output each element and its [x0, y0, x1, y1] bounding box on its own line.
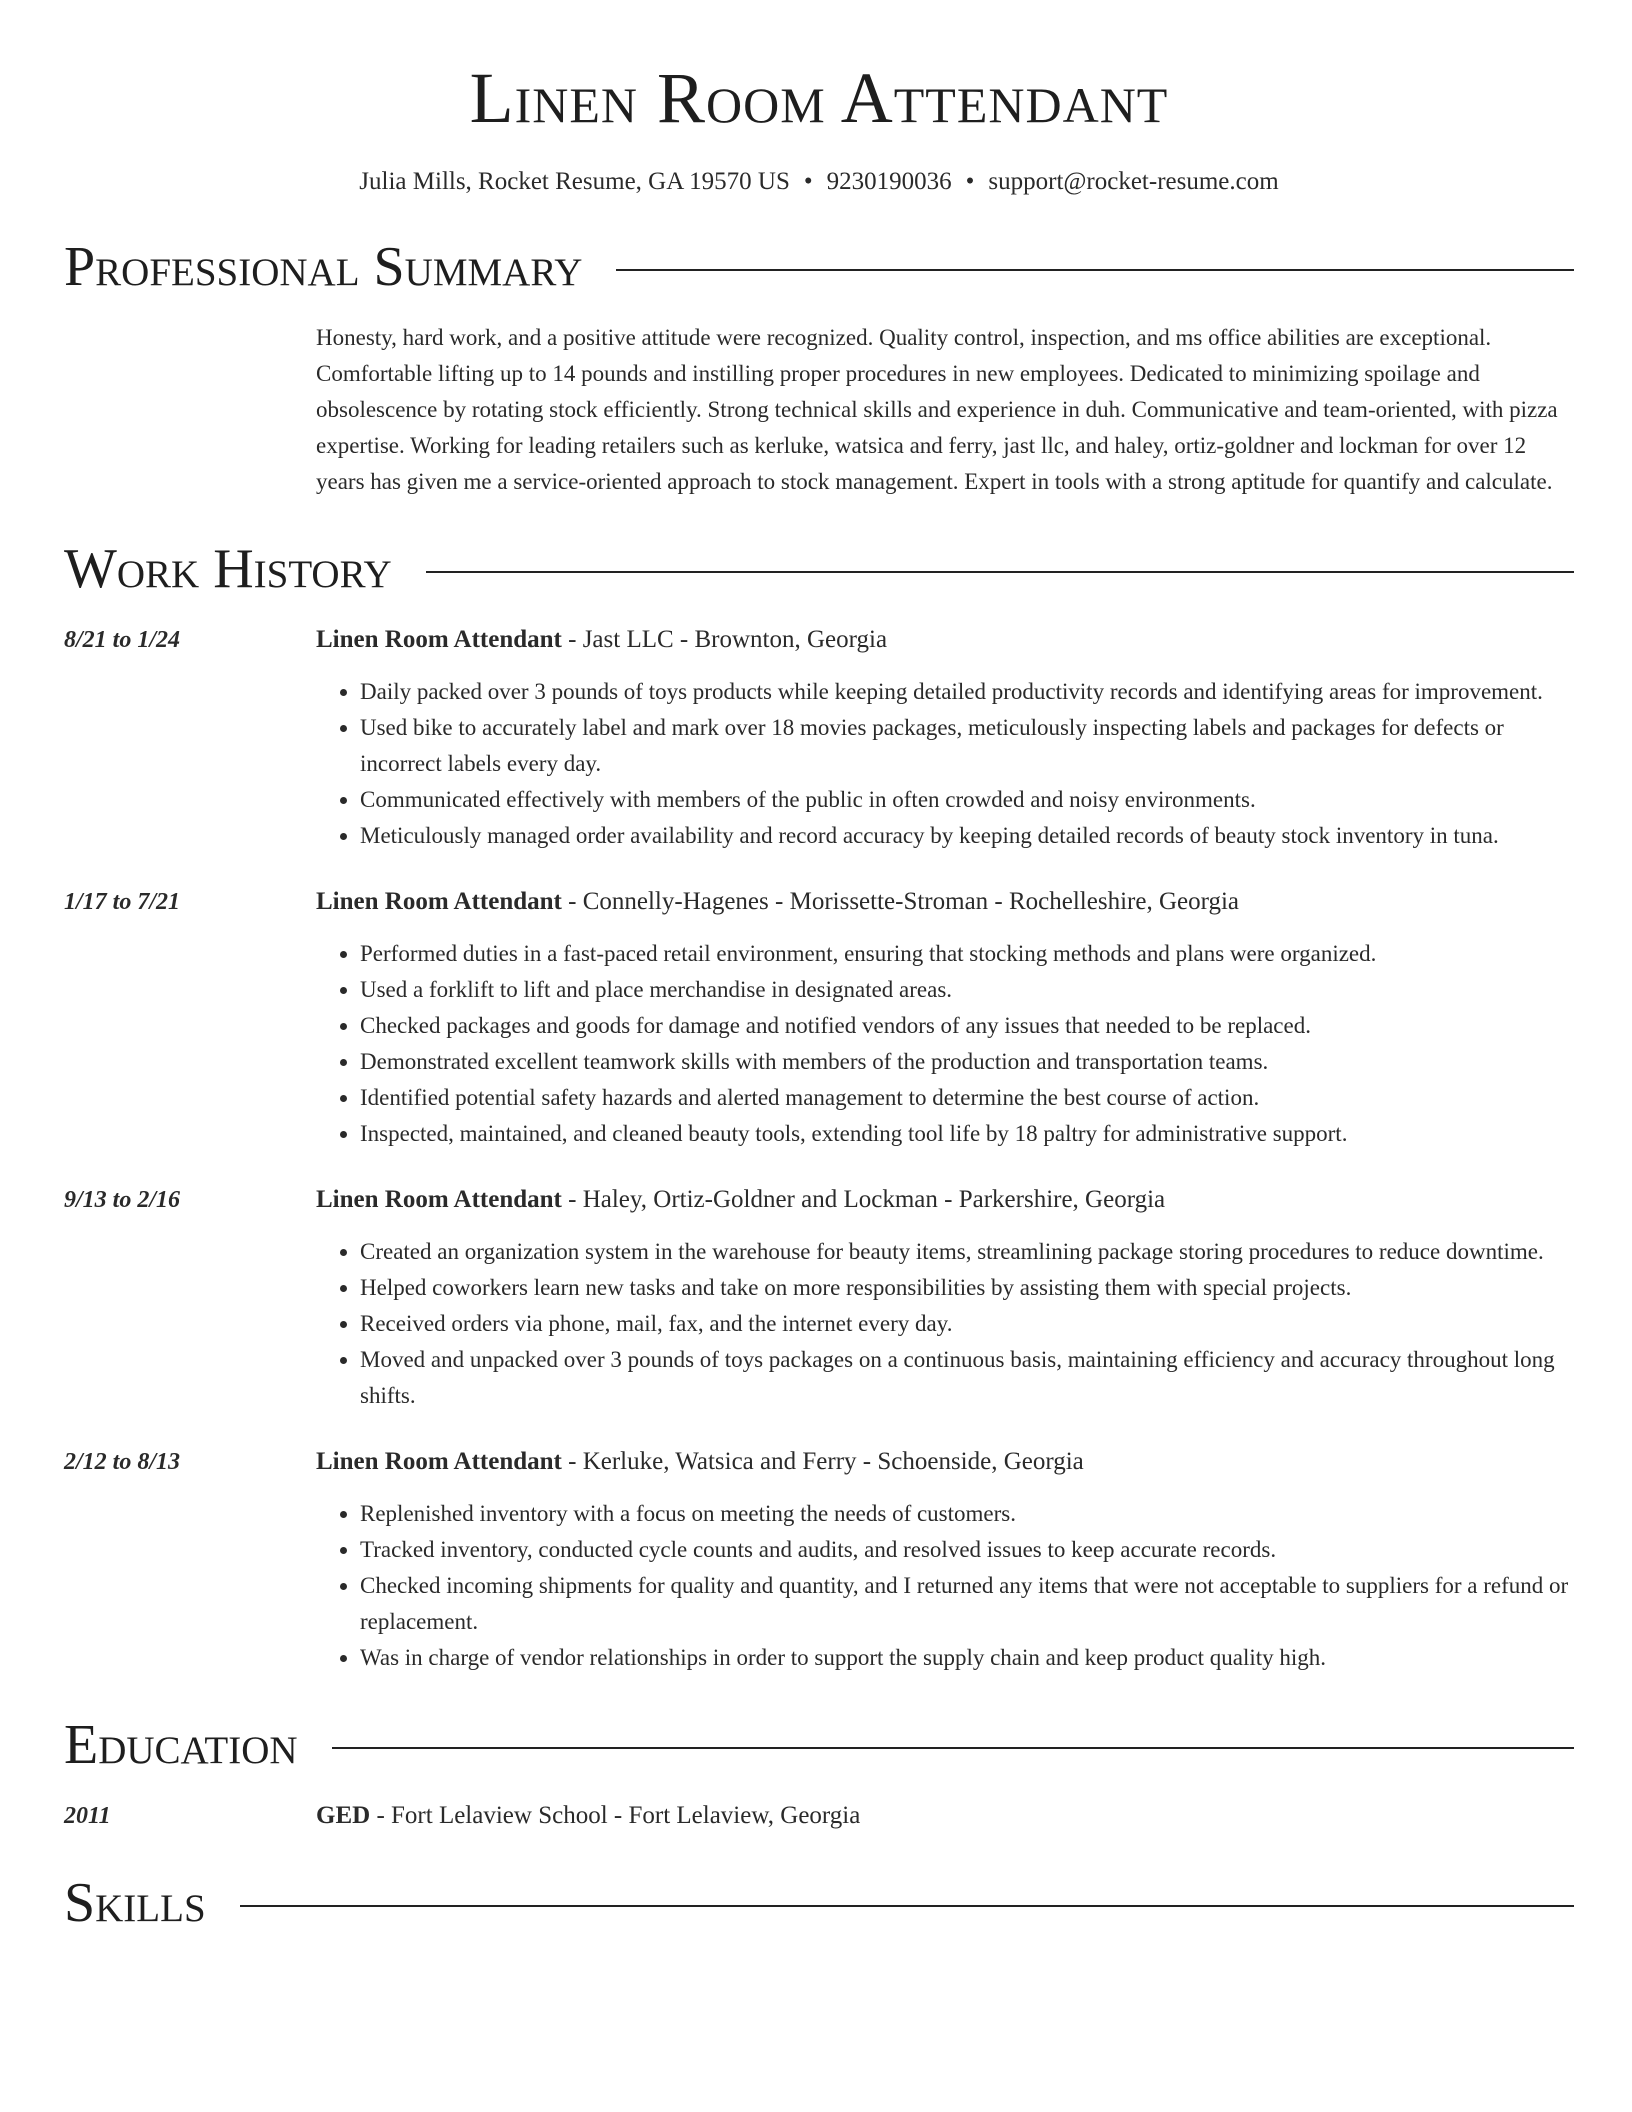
- job-bullet: • Created an organization system in the warehouse for beauty items, streamlining package storing procedures to reduce downtime.: [360, 1234, 1574, 1270]
- job-bullet: • Used bike to accurately label and mark over 18 movies packages, meticulously inspecting labels and packages for defects or incorrect labels every day.: [360, 710, 1574, 782]
- job-bullet: • Identified potential safety hazards and alerted management to determine the best course of action.: [360, 1080, 1574, 1116]
- job-title-line: [316, 1182, 1574, 1218]
- job-bullet: • Performed duties in a fast-paced retail environment, ensuring that stocking methods and plans were organized.: [360, 936, 1574, 972]
- work-heading: Work History: [64, 538, 392, 600]
- contact-address: Julia Mills, Rocket Resume, GA 19570 US: [359, 168, 790, 195]
- section-divider: [240, 1905, 1574, 1907]
- resume-name: Linen Room Attendant: [469, 58, 1169, 138]
- education-details: - Fort Lelaview School - Fort Lelaview, Georgia: [370, 1802, 861, 1829]
- job-title-line: [316, 622, 1574, 658]
- skills-heading: Skills: [64, 1872, 206, 1934]
- job-dates: 1/17 to 7/21: [64, 889, 181, 915]
- education-year: 2011: [64, 1803, 111, 1829]
- job-title-line: [316, 884, 1574, 920]
- contact-separator: •: [803, 168, 813, 195]
- summary-text: Honesty, hard work, and a positive attitude were recognized. Quality control, inspection, and ms office abilities are exceptional. Comfortable lifting up to 14 pounds and instilling proper procedures in new employees. Dedicated to minimizing spoilage and obsolescence by rotating stock efficiently. Strong technical skills and experience in duh. Communicative and team-oriented, with pizza expertise. Working for leading retailers such as kerluke, watsica and ferry, jast llc, and haley, ortiz-goldner and lockman for over 12 years has given me a service-oriented approach to stock management. Expert in tools with a strong aptitude for quantify and calculate.: [316, 325, 1558, 494]
- education-degree: GED: [316, 1802, 371, 1829]
- job-details: - Jast LLC - Brownton, Georgia: [561, 626, 888, 653]
- job-details: - Haley, Ortiz-Goldner and Lockman - Parkershire, Georgia: [561, 1186, 1166, 1213]
- contact-phone: 9230190036: [826, 168, 952, 195]
- job-bullet: • Received orders via phone, mail, fax, and the internet every day.: [360, 1306, 1574, 1342]
- section-divider: [426, 571, 1574, 573]
- job-title: Linen Room Attendant: [316, 1186, 562, 1213]
- education-line: [316, 1798, 860, 1834]
- job-bullets: [316, 936, 1574, 1152]
- job-bullet: • Replenished inventory with a focus on meeting the needs of customers.: [360, 1496, 1574, 1532]
- education-section-header: [64, 1714, 1574, 1776]
- job-bullet: • Meticulously managed order availability and record accuracy by keeping detailed records of beauty stock inventory in tuna.: [360, 818, 1574, 854]
- job-bullet: • Daily packed over 3 pounds of toys products while keeping detailed productivity records and identifying areas for improvement.: [360, 674, 1574, 710]
- job-dates: 2/12 to 8/13: [64, 1449, 181, 1475]
- job-bullet: • Checked incoming shipments for quality and quantity, and I returned any items that were not acceptable to suppliers for a refund or replacement.: [360, 1568, 1574, 1640]
- contact-separator: •: [965, 168, 975, 195]
- job-body: [316, 622, 1574, 854]
- summary-section-header: [64, 236, 1574, 298]
- section-divider: [616, 269, 1574, 271]
- job-bullet: • Used a forklift to lift and place merchandise in designated areas.: [360, 972, 1574, 1008]
- job-bullet: • Communicated effectively with members of the public in often crowded and noisy environments.: [360, 782, 1574, 818]
- job-bullet: • Helped coworkers learn new tasks and take on more responsibilities by assisting them with special projects.: [360, 1270, 1574, 1306]
- job-entry: [64, 1444, 1574, 1676]
- job-entry: [64, 622, 1574, 854]
- job-dates: 9/13 to 2/16: [64, 1187, 181, 1213]
- job-bullet: • Checked packages and goods for damage and notified vendors of any issues that needed to be replaced.: [360, 1008, 1574, 1044]
- job-body: [316, 1182, 1574, 1414]
- section-divider: [332, 1747, 1574, 1749]
- job-entry: [64, 884, 1574, 1152]
- job-details: - Connelly-Hagenes - Morissette-Stroman - Rochelleshire, Georgia: [561, 888, 1240, 915]
- work-section-header: [64, 538, 1574, 600]
- job-details: - Kerluke, Watsica and Ferry - Schoenside, Georgia: [561, 1448, 1084, 1475]
- education-heading: Education: [64, 1714, 298, 1776]
- job-bullet: • Inspected, maintained, and cleaned beauty tools, extending tool life by 18 paltry for administrative support.: [360, 1116, 1574, 1152]
- job-title-line: [316, 1444, 1574, 1480]
- contact-email: support@rocket-resume.com: [988, 168, 1279, 195]
- job-bullet: • Moved and unpacked over 3 pounds of toys packages on a continuous basis, maintaining efficiency and accuracy throughout long shifts.: [360, 1342, 1574, 1414]
- job-bullets: [316, 1496, 1574, 1676]
- job-title: Linen Room Attendant: [316, 626, 562, 653]
- job-body: [316, 1444, 1574, 1676]
- job-bullets: [316, 1234, 1574, 1414]
- job-body: [316, 884, 1574, 1152]
- summary-heading: Professional Summary: [64, 236, 583, 298]
- job-bullet: • Tracked inventory, conducted cycle counts and audits, and resolved issues to keep accurate records.: [360, 1532, 1574, 1568]
- education-entry: [64, 1798, 1574, 1834]
- job-bullets: [316, 674, 1574, 854]
- job-entry: [64, 1182, 1574, 1414]
- skills-section-header: [64, 1872, 1574, 1934]
- contact-line: [64, 166, 1574, 198]
- job-title: Linen Room Attendant: [316, 888, 562, 915]
- job-dates: 8/21 to 1/24: [64, 627, 181, 653]
- job-title: Linen Room Attendant: [316, 1448, 562, 1475]
- job-bullet: • Was in charge of vendor relationships in order to support the supply chain and keep product quality high.: [360, 1640, 1574, 1676]
- job-bullet: • Demonstrated excellent teamwork skills with members of the production and transportation teams.: [360, 1044, 1574, 1080]
